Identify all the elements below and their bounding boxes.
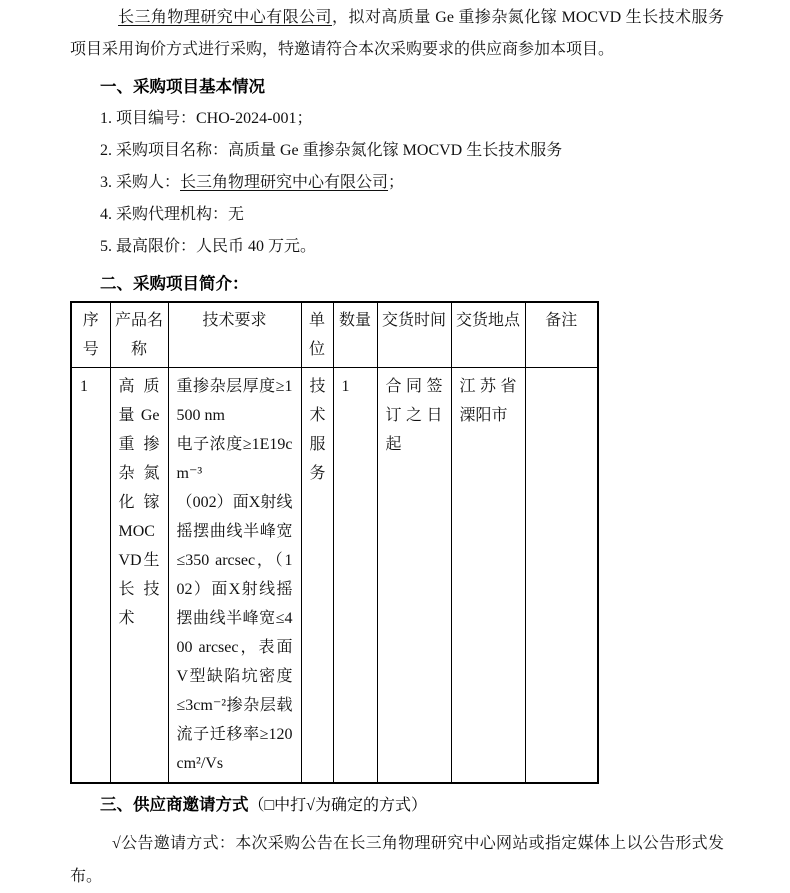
cell-delivery-place: 江苏省溧阳市: [451, 368, 525, 784]
tech-requirement-thickness: 重掺杂层厚度≥1500 nm: [176, 378, 293, 424]
item-project-number: [100, 103, 724, 135]
buyer-company-name: 长三角物理研究中心有限公司: [118, 9, 333, 26]
item-project-name: [100, 135, 724, 167]
tech-requirement-xray: （002）面X射线摇摆曲线半峰宽≤350 arcsec，（102）面X射线摇摆曲线半峰宽≤400 arcsec，表面V型缺陷坑密度≤3cm⁻²掺杂层载流子迁移率≥120cm²/Vs: [176, 494, 293, 772]
item-agency: [100, 199, 724, 231]
table-header-row: [71, 302, 598, 368]
header-index: 序号: [71, 302, 110, 368]
header-tech-requirements: 技术要求: [168, 302, 301, 368]
header-delivery-time: 交货时间: [377, 302, 451, 368]
tech-requirement-concentration: 电子浓度≥1E19cm⁻³: [176, 436, 293, 482]
item-purchaser: [100, 167, 724, 199]
item-text: 5. 最高限价：人民币 40 万元。: [100, 238, 317, 255]
intro-paragraph: [70, 2, 724, 66]
cell-product-name: 高质量Ge重掺杂氮化镓MOCVD生长技术: [110, 368, 168, 784]
cell-index: 1: [71, 368, 110, 784]
section3-heading-note: （□中打√为确定的方式）: [248, 797, 427, 814]
cell-remark: [525, 368, 598, 784]
section2-heading: 二、采购项目简介：: [100, 275, 249, 293]
header-unit: 单位: [301, 302, 333, 368]
announcement-paragraph: √公告邀请方式：本次采购公告在长三角物理研究中心网站或指定媒体上以公告形式发布。: [70, 835, 724, 885]
table-row: [71, 368, 598, 784]
section1-items: [100, 103, 724, 263]
section3-heading: [100, 794, 724, 817]
header-delivery-place: 交货地点: [451, 302, 525, 368]
section1-heading: 一、采购项目基本情况: [100, 78, 265, 96]
cell-unit: 技术服务: [301, 368, 333, 784]
cell-delivery-time: 合同签订之日起: [377, 368, 451, 784]
header-product-name: 产品名称: [110, 302, 168, 368]
intro-text: ，拟对高质量 Ge 重掺杂氮化镓 MOCVD 生长技术服务项目采用询价方式进行采购，特邀请符合本次采购要求的供应商参加本项目。: [70, 9, 724, 58]
item-suffix: ；: [388, 174, 405, 191]
section3-heading-bold: 三、供应商邀请方式: [100, 796, 249, 814]
item-price-cap: [100, 231, 724, 263]
header-quantity: 数量: [333, 302, 377, 368]
header-remark: 备注: [525, 302, 598, 368]
procurement-table: [70, 301, 599, 784]
cell-quantity: 1: [333, 368, 377, 784]
item-text: 4. 采购代理机构：无: [100, 206, 245, 223]
item-text: 2. 采购项目名称：高质量 Ge 重掺杂氮化镓 MOCVD 生长技术服务: [100, 142, 563, 159]
purchaser-company-name: 长三角物理研究中心有限公司: [180, 174, 389, 191]
cell-tech-requirements: [168, 368, 301, 784]
item-text: 3. 采购人：: [100, 174, 181, 191]
item-text: 1. 项目编号：CHO-2024-001；: [100, 110, 313, 127]
